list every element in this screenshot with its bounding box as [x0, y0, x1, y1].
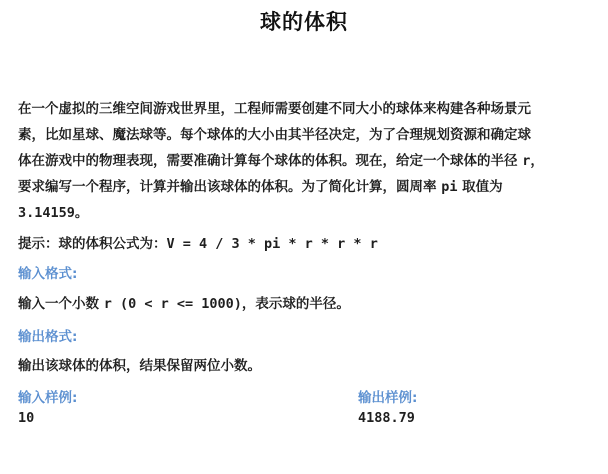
problem-description	[18, 96, 592, 226]
hint-formula: V = 4 / 3 * pi * r * r * r	[166, 236, 378, 252]
page-title: 球的体积	[260, 10, 348, 34]
description-line-3	[18, 148, 592, 174]
description-line-4	[18, 174, 592, 200]
input-format-range: r (0 < r <= 1000)	[103, 296, 242, 312]
pi-symbol: pi	[441, 179, 458, 195]
input-format-label: 输入格式:	[18, 266, 78, 282]
description-line-4-suffix: 取值为	[462, 179, 503, 195]
sample-output-value: 4188.79	[358, 410, 415, 426]
sample-output-label: 输出样例:	[358, 390, 418, 406]
sample-input-label: 输入样例:	[18, 390, 78, 406]
input-format-text-c: ，表示球的半径。	[241, 296, 350, 312]
description-line-3-text: 体在游戏中的物理表现，需要准确计算每个球体的体积。现在，给定一个球体的半径	[18, 153, 518, 169]
hint	[18, 232, 378, 252]
hint-prefix: 提示：球的体积公式为：	[18, 236, 167, 252]
output-format-text: 输出该球体的体积，结果保留两位小数。	[18, 358, 261, 374]
description-line-1: 在一个虚拟的三维空间游戏世界里，工程师需要创建不同大小的球体来构建各种场景元	[18, 101, 531, 117]
radius-symbol: r，	[522, 153, 544, 169]
description-line-2: 素，比如星球、魔法球等。每个球体的大小由其半径决定，为了合理规划资源和确定球	[18, 127, 531, 143]
description-line-4-text: 要求编写一个程序，计算并输出该球体的体积。为了简化计算，圆周率	[18, 179, 437, 195]
output-format-label: 输出格式:	[18, 329, 78, 345]
sample-input-value: 10	[18, 410, 35, 426]
input-format-text	[18, 292, 350, 312]
description-line-5: 3.14159。	[18, 205, 89, 221]
input-format-text-a: 输入一个小数	[18, 296, 99, 312]
